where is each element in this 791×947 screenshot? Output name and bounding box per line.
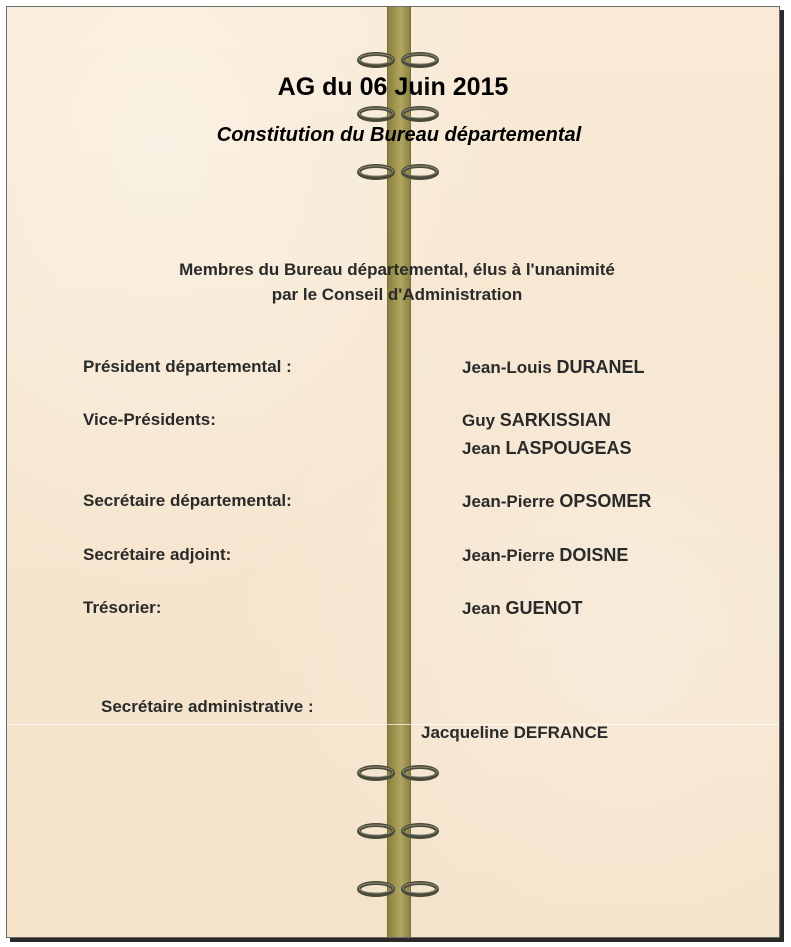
binder-ring-icon: [352, 163, 444, 181]
binder-ring-icon: [352, 880, 444, 898]
binder-ring-icon: [352, 764, 444, 782]
role-vice-presidents: Vice-Présidents:: [83, 410, 216, 429]
page-fold-line: [7, 724, 779, 725]
name-vice-president: [462, 410, 611, 431]
last-name: DEFRANCE: [513, 723, 609, 742]
page-subtitle: Constitution du Bureau départemental: [216, 124, 582, 146]
first-name: Jean-Pierre: [462, 546, 555, 565]
page-title: AG du 06 Juin 2015: [277, 73, 509, 101]
notebook-page: [6, 6, 780, 938]
first-name: Guy: [462, 411, 496, 430]
binder-ring-icon: [352, 51, 444, 69]
name-administrative-secretary: [421, 723, 608, 743]
first-name: Jean: [462, 439, 501, 458]
name-president: [462, 357, 644, 378]
first-name: Jean-Pierre: [462, 492, 555, 511]
binder-ring-icon: [352, 105, 444, 123]
intro-line: Membres du Bureau départemental, élus à l'unanimité: [179, 260, 615, 279]
role-treasurer: Trésorier:: [83, 598, 162, 617]
intro-line: par le Conseil d'Administration: [271, 285, 523, 304]
role-president: Président départemental :: [83, 357, 292, 376]
first-name: Jean: [462, 599, 501, 618]
binder-ring-icon: [352, 822, 444, 840]
last-name: GUENOT: [505, 598, 583, 618]
last-name: LASPOUGEAS: [505, 438, 632, 458]
last-name: OPSOMER: [559, 491, 652, 511]
role-secretary: Secrétaire départemental:: [83, 491, 292, 510]
first-name: Jacqueline: [421, 723, 509, 742]
role-administrative-secretary: Secrétaire administrative :: [101, 697, 314, 716]
role-deputy-secretary: Secrétaire adjoint:: [83, 545, 232, 564]
name-deputy-secretary: [462, 545, 628, 566]
first-name: Jean-Louis: [462, 358, 552, 377]
last-name: DOISNE: [559, 545, 629, 565]
last-name: DURANEL: [556, 357, 645, 377]
name-treasurer: [462, 598, 583, 619]
last-name: SARKISSIAN: [499, 410, 611, 430]
intro-text: [7, 257, 779, 307]
name-secretary: [462, 491, 651, 512]
name-vice-president: [462, 438, 632, 459]
